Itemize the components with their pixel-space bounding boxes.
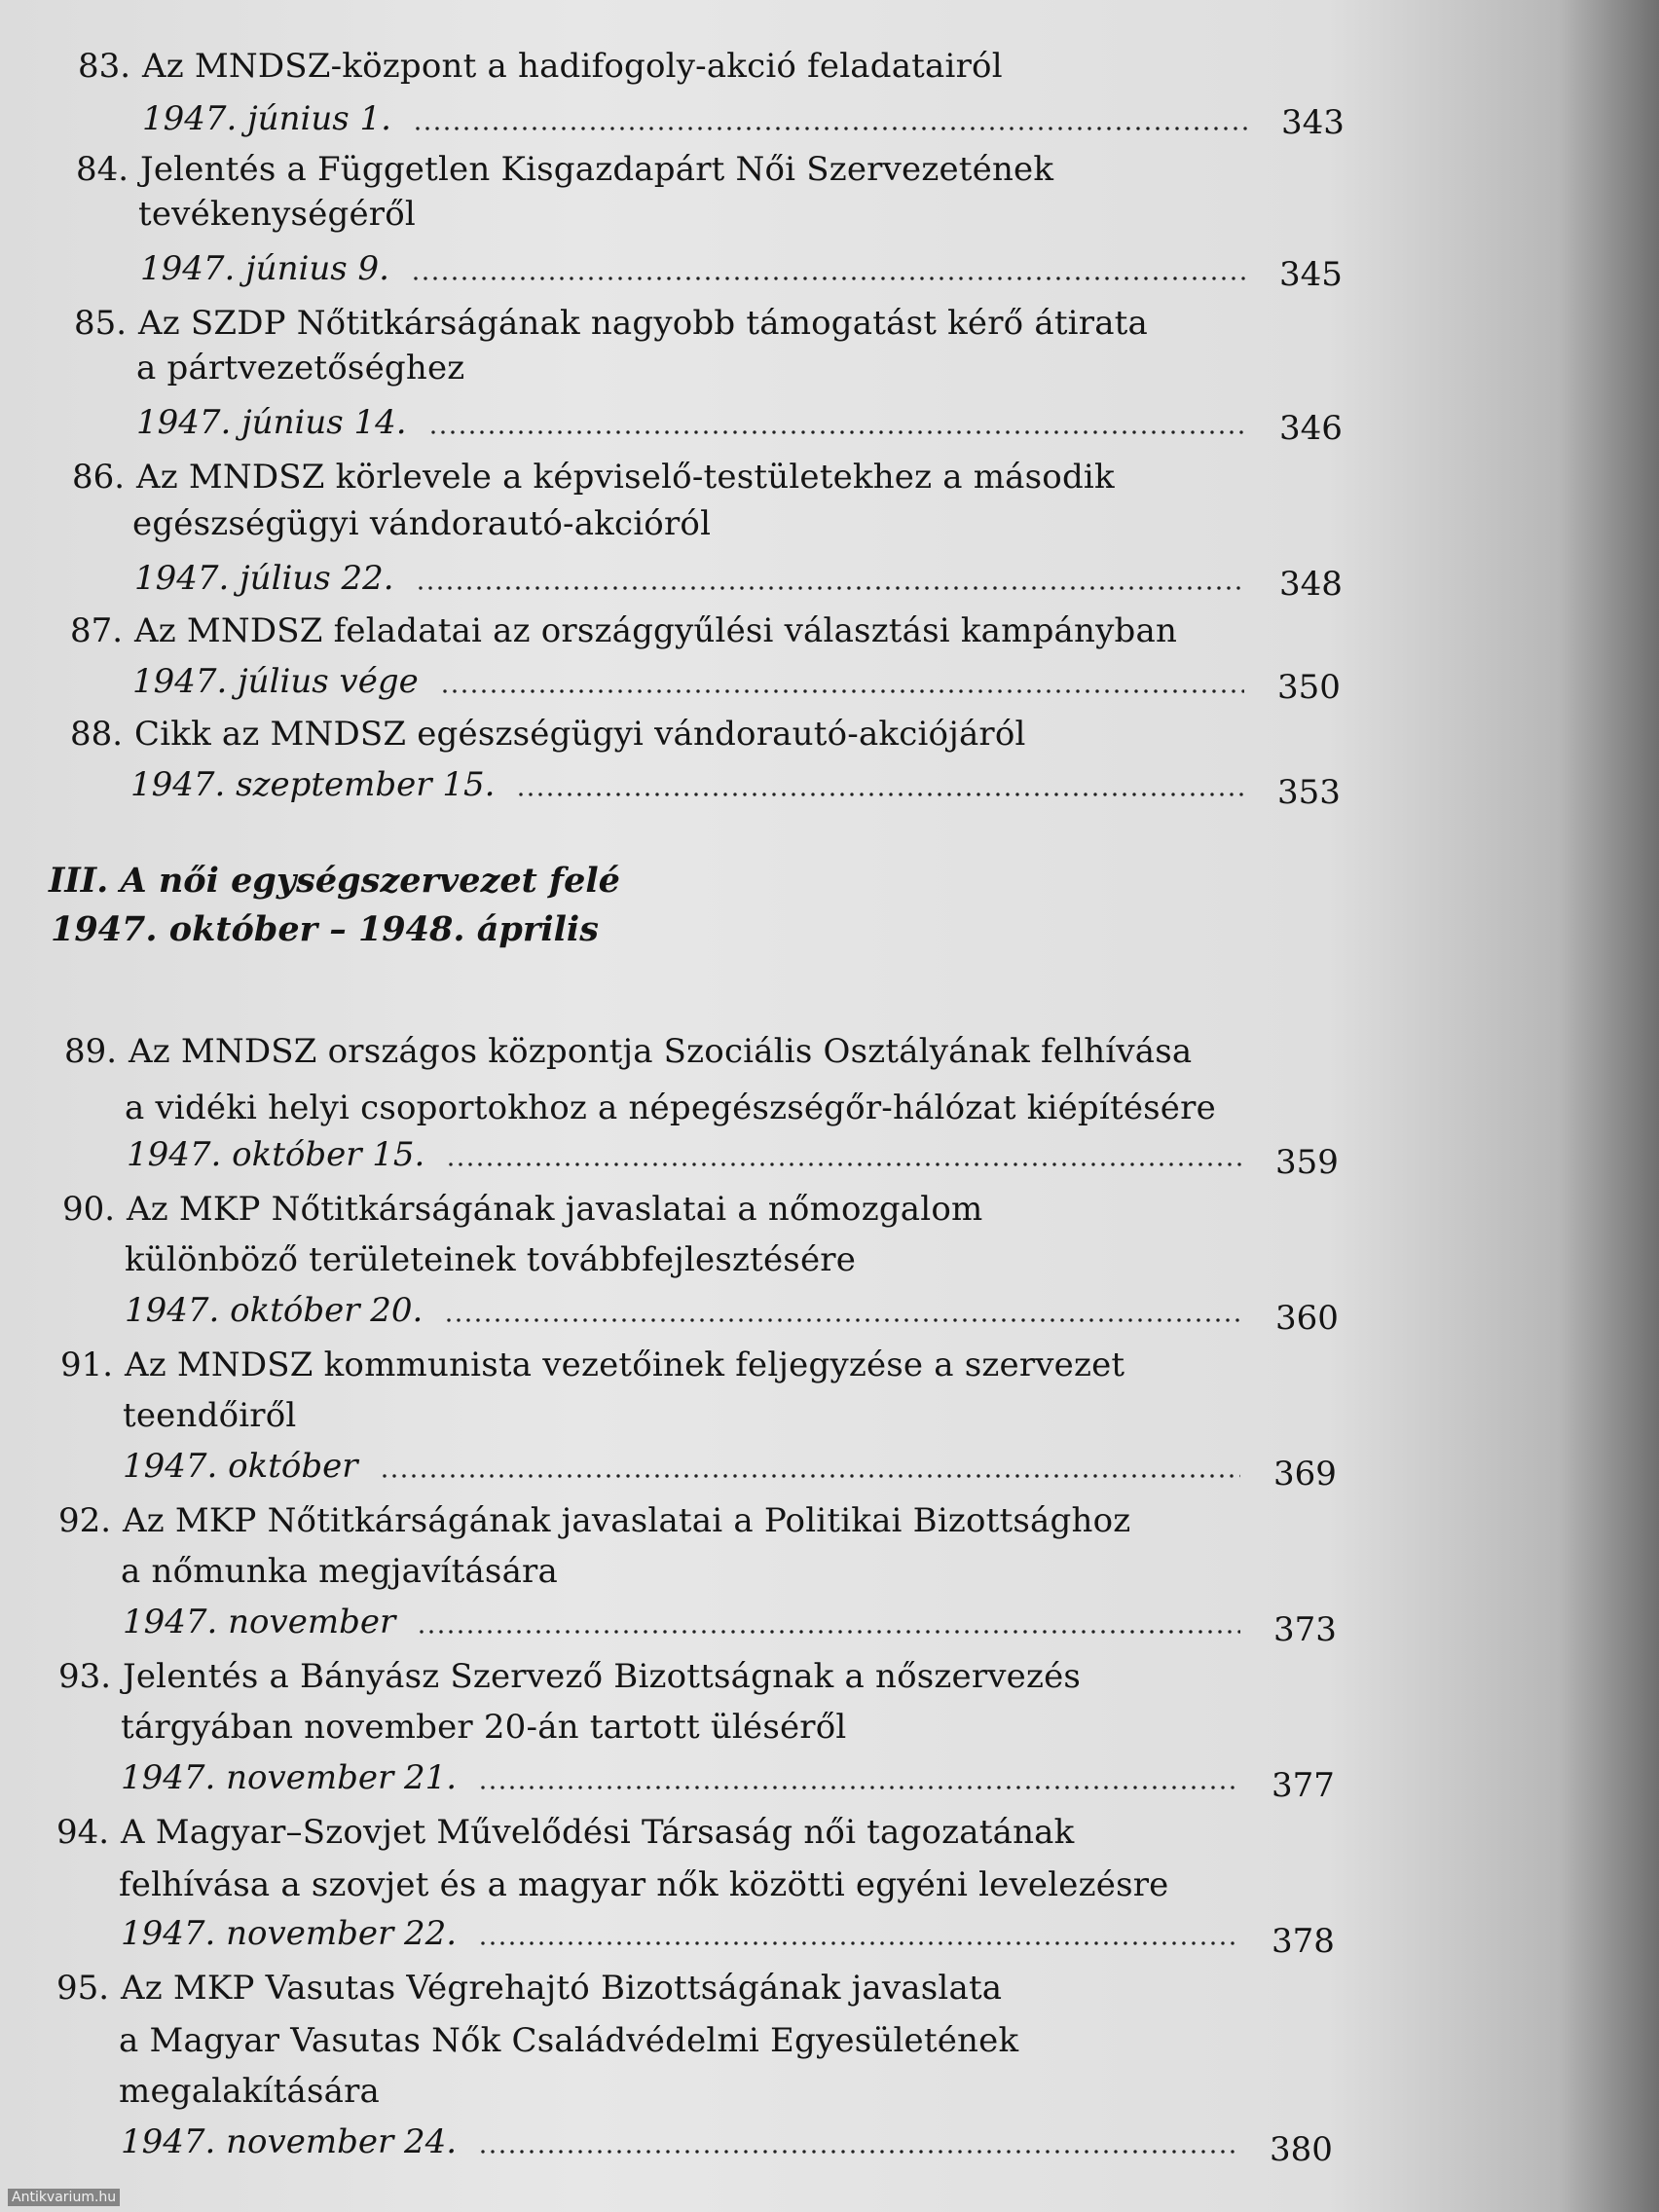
entry-title: Az MNDSZ kommunista vezetőinek feljegyzése a szervezet <box>125 1346 1125 1384</box>
entry-date-row <box>136 403 1246 446</box>
entry-title: Az MKP Nőtitkárságának javaslatai a nőmozgalom <box>127 1190 983 1229</box>
entry-page: 369 <box>1273 1455 1337 1493</box>
entry-title: egészségügyi vándorautó-akcióról <box>132 504 712 543</box>
entry-title: Cikk az MNDSZ egészségügyi vándorautó-akciójáról <box>134 715 1026 754</box>
entry-title: teendőiről <box>123 1396 297 1435</box>
entry-date: 1947. június 1. <box>142 99 391 138</box>
entry-number: 94. <box>56 1813 110 1852</box>
entry-title: A Magyar–Szovjet Művelődési Társaság női tagozatának <box>121 1813 1075 1852</box>
leader-dots <box>413 127 1250 130</box>
entry-title: Az SZDP Nőtitkárságának nagyobb támogatást kérő átirata <box>138 304 1149 343</box>
entry-title: Az MKP Vasutas Végrehajtó Bizottságának javaslata <box>121 1969 1003 2008</box>
entry-page: 377 <box>1272 1766 1335 1805</box>
entry-date: 1947. október 15. <box>127 1135 425 1174</box>
watermark: Antikvarium.hu <box>8 2189 120 2206</box>
entry-date-row <box>123 1447 1240 1490</box>
entry-date: 1947. október <box>123 1447 358 1486</box>
entry-date-row <box>140 249 1248 292</box>
entry-number: 84. <box>76 150 129 189</box>
entry-title: megalakítására <box>119 2072 380 2111</box>
entry-date-row <box>130 765 1244 808</box>
entry-number: 88. <box>70 715 124 754</box>
entry-title: különböző területeinek továbbfejlesztésére <box>125 1240 857 1279</box>
leader-dots <box>428 430 1246 434</box>
entry-number: 86. <box>72 458 126 497</box>
entry-number: 95. <box>56 1969 110 2008</box>
entry-date: 1947. június 14. <box>136 403 407 442</box>
leader-dots <box>417 1630 1240 1634</box>
entry-title: a vidéki helyi csoportokhoz a népegészségőr-hálózat kiépítésére <box>125 1088 1216 1127</box>
entry-page: 359 <box>1275 1143 1339 1182</box>
entry-date-row <box>142 99 1250 142</box>
entry-title: tárgyában november 20-án tartott üléséről <box>121 1708 847 1747</box>
entry-date-row <box>123 1603 1240 1645</box>
entry-title: felhívása a szovjet és a magyar nők közötti egyéni levelezésre <box>119 1865 1169 1904</box>
entry-page: 345 <box>1279 255 1343 294</box>
entry-page: 360 <box>1275 1299 1339 1338</box>
entry-page: 343 <box>1281 103 1345 142</box>
entry-number: 83. <box>78 47 131 86</box>
entry-page: 346 <box>1279 409 1343 448</box>
entry-date-row <box>132 662 1244 705</box>
leader-dots <box>478 1786 1240 1789</box>
entry-date: 1947. július vége <box>132 662 419 701</box>
entry-number: 93. <box>58 1657 112 1696</box>
entry-page: 353 <box>1277 773 1341 812</box>
leader-dots <box>446 1162 1242 1166</box>
entry-number: 85. <box>74 304 128 343</box>
entry-title: a nőmunka megjavítására <box>121 1552 558 1591</box>
entry-date: 1947. június 9. <box>140 249 389 288</box>
entry-date: 1947. november 24. <box>121 2122 458 2161</box>
entry-date: 1947. november <box>123 1603 396 1641</box>
leader-dots <box>440 689 1244 693</box>
leader-dots <box>516 793 1244 796</box>
entry-number: 91. <box>60 1346 114 1384</box>
entry-date-row <box>127 1135 1242 1178</box>
entry-title: Jelentés a Független Kisgazdapárt Női Szervezetének <box>140 150 1054 189</box>
entry-page: 350 <box>1277 668 1341 707</box>
entry-title: Az MNDSZ országos központja Szociális Osztályának felhívása <box>129 1032 1193 1071</box>
entry-number: 87. <box>70 611 124 650</box>
entry-page: 378 <box>1272 1922 1335 1961</box>
entry-number: 92. <box>58 1501 112 1540</box>
leader-dots <box>478 1941 1240 1945</box>
entry-date-row <box>121 1758 1240 1801</box>
entry-date: 1947. november 21. <box>121 1758 458 1797</box>
entry-date-row <box>134 559 1244 602</box>
entry-page: 373 <box>1273 1610 1337 1649</box>
entry-title: tevékenységéről <box>138 195 416 234</box>
entry-date: 1947. július 22. <box>134 559 394 598</box>
entry-title: Az MNDSZ feladatai az országgyűlési választási kampányban <box>134 611 1178 650</box>
entry-date: 1947. október 20. <box>125 1291 424 1330</box>
leader-dots <box>380 1474 1241 1478</box>
leader-dots <box>416 586 1244 590</box>
section-title: III. A női egységszervezet felé <box>49 861 620 901</box>
entry-date-row <box>121 1914 1240 1957</box>
entry-number: 90. <box>62 1190 116 1229</box>
entry-title: Az MNDSZ körlevele a képviselő-testületekhez a második <box>136 458 1115 497</box>
entry-title: Az MNDSZ-központ a hadifogoly-akció feladatairól <box>142 47 1003 86</box>
leader-dots <box>411 276 1248 280</box>
section-period: 1947. október – 1948. április <box>51 909 599 949</box>
leader-dots <box>444 1318 1242 1322</box>
entry-date: 1947. szeptember 15. <box>130 765 496 804</box>
entry-number: 89. <box>64 1032 118 1071</box>
entry-title: Jelentés a Bányász Szervező Bizottságnak a nőszervezés <box>123 1657 1082 1696</box>
entry-date: 1947. november 22. <box>121 1914 458 1953</box>
entry-title: a pártvezetőséghez <box>136 349 465 387</box>
entry-title: a Magyar Vasutas Nők Családvédelmi Egyesületének <box>119 2021 1019 2060</box>
entry-title: Az MKP Nőtitkárságának javaslatai a Politikai Bizottsághoz <box>123 1501 1131 1540</box>
entry-page: 380 <box>1270 2130 1333 2169</box>
entry-page: 348 <box>1279 565 1343 604</box>
leader-dots <box>478 2150 1238 2154</box>
entry-date-row <box>125 1291 1242 1334</box>
entry-date-row <box>121 2122 1238 2165</box>
